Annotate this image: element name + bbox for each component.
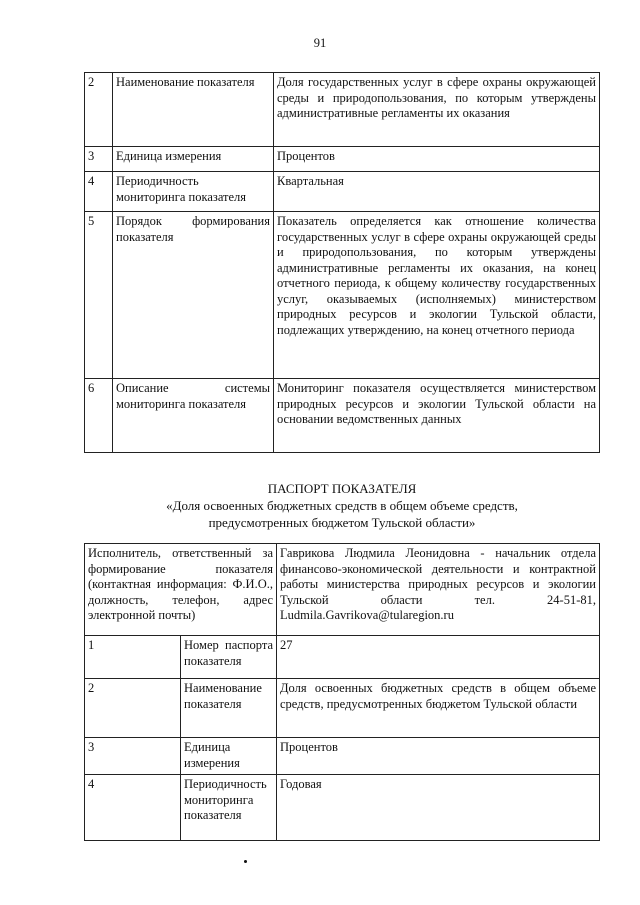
row-number: 4 (85, 775, 181, 841)
row-number: 4 (85, 172, 113, 212)
row-value: Годовая (277, 775, 600, 841)
passport-heading: ПАСПОРТ ПОКАЗАТЕЛЯ (267, 481, 417, 496)
table-row (85, 212, 600, 379)
scan-speck (244, 860, 247, 863)
row-value: 27 (277, 636, 600, 679)
row-value: Мониторинг показателя осуществляется министерством природных ресурсов и экологии Тульской области на основании ведомственных данных (274, 379, 600, 453)
table-row (85, 738, 600, 775)
row-name: Наименование показателя (181, 679, 277, 738)
row-value: Процентов (274, 147, 600, 172)
passport-subtitle-line1: «Доля освоенных бюджетных средств в общем объеме средств, (166, 498, 518, 513)
executor-label: Исполнитель, ответственный за формирование показателя (контактная информация: Ф.И.О., должность, телефон, адрес электронной почты) (85, 544, 277, 636)
table-row (85, 679, 600, 738)
row-number: 3 (85, 738, 181, 775)
page-number: 91 (313, 36, 327, 50)
row-name: Наименование показателя (113, 73, 274, 147)
row-name: Описание системы мониторинга показателя (113, 379, 274, 453)
table-row (85, 379, 600, 453)
table-row (85, 636, 600, 679)
executor-row (85, 544, 600, 636)
row-name: Периодичность мониторинга показателя (113, 172, 274, 212)
row-number: 6 (85, 379, 113, 453)
row-name: Единица измерения (181, 738, 277, 775)
row-number: 1 (85, 636, 181, 679)
passport-subtitle-line2: предусмотренных бюджетом Тульской области» (208, 515, 476, 530)
row-name: Периодичность мониторинга показателя (181, 775, 277, 841)
executor-value: Гаврикова Людмила Леонидовна - начальник отдела финансово-экономической деятельности и контрактной работы министерства природных ресурсов и экологии Тульской области тел. 24-51-81, Ludmila.Gavrikova@tularegion.ru (277, 544, 600, 636)
row-number: 5 (85, 212, 113, 379)
row-value: Показатель определяется как отношение количества государственных услуг в сфере охраны окружающей среды и природопользования, по которым утверждены административные регламенты их оказания, на конец отчетного периода, к общему количеству государственных услуг, оказываемых (исполняемых) министерством природных ресурсов и экологии Тульской области, подлежащих утверждению, на конец отчетного периода (274, 212, 600, 379)
row-value: Процентов (277, 738, 600, 775)
indicator-table-1 (84, 72, 600, 453)
table-row (85, 73, 600, 147)
row-value: Доля освоенных бюджетных средств в общем объеме средств, предусмотренных бюджетом Тульской области (277, 679, 600, 738)
indicator-passport-table (84, 543, 600, 841)
passport-title (84, 480, 600, 531)
row-number: 2 (85, 73, 113, 147)
table-row (85, 172, 600, 212)
row-name: Номер паспорта показателя (181, 636, 277, 679)
table-row (85, 775, 600, 841)
table-row (85, 147, 600, 172)
row-value: Квартальная (274, 172, 600, 212)
row-name: Единица измерения (113, 147, 274, 172)
row-number: 2 (85, 679, 181, 738)
row-name: Порядок формирования показателя (113, 212, 274, 379)
row-value: Доля государственных услуг в сфере охраны окружающей среды и природопользования, по которым утверждены административные регламенты их оказания (274, 73, 600, 147)
row-number: 3 (85, 147, 113, 172)
